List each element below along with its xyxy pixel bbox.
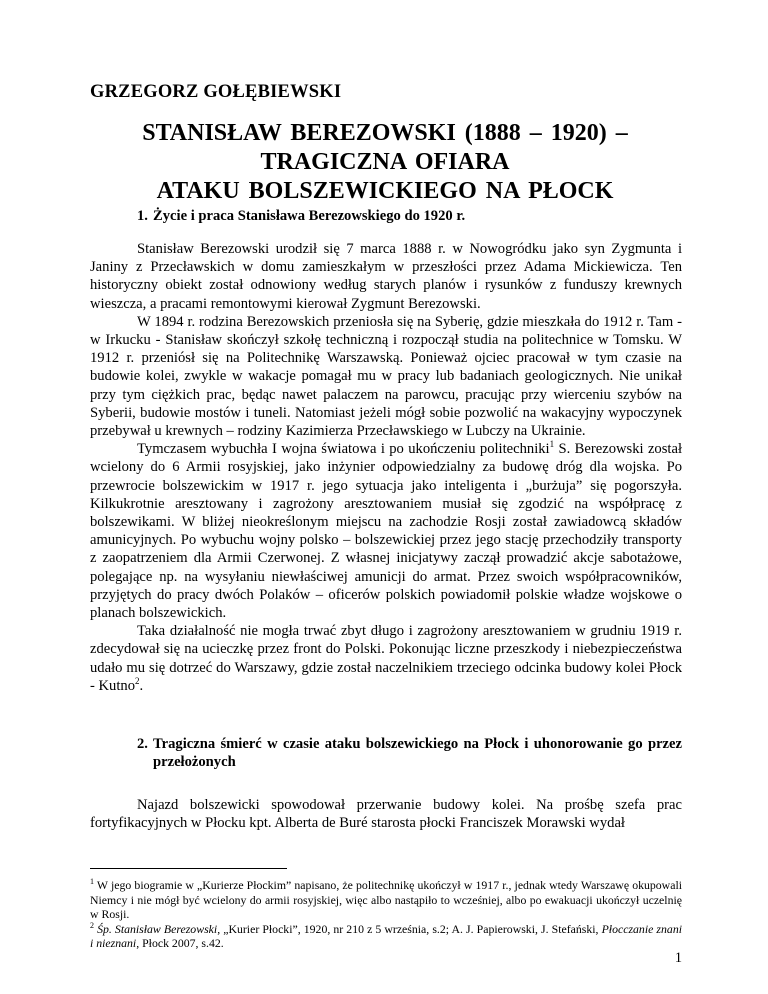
paragraph [90,440,682,622]
title-line: TRAGICZNA OFIARA [260,149,510,175]
title-line: ATAKU BOLSZEWICKIEGO NA PŁOCK [156,178,614,204]
footnote-marker: 1 [90,877,94,887]
footnote-text: , „Kurier Płocki”, 1920, nr 210 z 5 września, s.2; A. J. Papierowski, J. Stefański, [217,921,602,936]
section-title: Tragiczna śmierć w czasie ataku bolszewickiego na Płock i uhonorowanie go przez przełożonych [153,736,682,771]
footnote-2 [90,922,682,951]
footnote-italic: Płocczanie znani i nieznani [90,921,682,951]
section-title: Życie i praca Stanisława Berezowskiego do 1920 r. [153,208,466,224]
footnote-text: W jego biogramie w „Kurierze Płockim” napisano, że politechnikę ukończył w 1917 r., jednak wtedy Warszawę okupowali Niemcy i nie mógł być wcielony do armii rosyjskiej, więc albo nastąpiło to wcześniej, albo po ewakuacji ukończył uczelnię w Rosji. [90,878,682,922]
section-number: 2. [137,736,148,752]
paragraph [90,622,682,695]
footnote-italic: Śp. Stanisław Berezowski [94,921,218,936]
title-line: STANISŁAW BEREZOWSKI (1888 – 1920) – [142,120,628,146]
footnote-text: , Płock 2007, s.42. [136,936,224,951]
paragraph-text: S. Berezowski został wcielony do 6 Armii rosyjskiej, jako inżynier odpowiedzialny za budowę dróg dla wojska. Po przewrocie bolszewickim w 1917 r. jego sytuacja jako inteligenta i „burżuja” się pogorszyła. Kilkukrotnie aresztowany i zagrożony aresztowaniem musiał się zgodzić na współpracę z bolszewikami. W bliżej nieokreślonym miejscu na zachodzie Rosji został zawiadowcą składów amunicyjnych. Po wybuchu wojny polsko – bolszewickiej przez jego stację przechodziły transporty z zaopatrzeniem dla Armii Czerwonej. Z własnej inicjatywy zaczął prowadzić akcje sabotażowe, polegające np. na wysyłaniu niewłaściwej amunicji do armat. Przez swoich współpracowników, przyjętych do pracy dwóch Polaków – oficerów polskich powiadomił polskie władze wojskowe o planach bolszewickich. [90,441,682,622]
author-name: GRZEGORZ GOŁĘBIEWSKI [90,82,342,102]
footnote-marker: 2 [90,920,94,930]
section-number: 1. [137,208,148,224]
paragraph-text: . [139,677,144,694]
paragraph: W 1894 r. rodzina Berezowskich przeniosła się na Syberię, gdzie mieszkała do 1912 r. Tam - w Irkucku - Stanisław skończył szkołę techniczną i rozpoczął studia na politechnice w Tomsku. W 1912 r. przeniósł się na Politechnikę Warszawską. Ponieważ ojciec pracował w tym czasie na budowie kolei, zwykle w wakacje pomagał mu w pracy lub badaniach geologicznych. Nie unikał przy tym ciężkich prac, będąc nawet palaczem na parowcu, pracując przy wierceniu szybów na Syberii, budowie mostów i tuneli. Natomiast jeżeli mógł sobie pozwolić na wakacyjny wypoczynek przebywał u krewnych – rodziny Kazimierza Przecławskiego w Lubczy na Ukrainie. [90,313,682,440]
page-number: 1 [674,950,682,966]
paragraph: Stanisław Berezowski urodził się 7 marca 1888 r. w Nowogródku jako syn Zygmunta i Janiny z Przecławskich w domu zamieszkałym w przeszłości przez Adama Mickiewicza. Ten historyczny obiekt został odnowiony według starych planów i rysunków z funduszy krewnych wieszcza, a pracami remontowymi kierował Zygmunt Berezowski. [90,241,682,312]
paragraph: Najazd bolszewicki spowodował przerwanie budowy kolei. Na prośbę szefa prac fortyfikacyjnych w Płocku kpt. Alberta de Buré starosta płocki Franciszek Morawski wydał [90,797,682,832]
article-title [90,119,680,206]
paragraph-text: Taka działalność nie mogła trwać zbyt długo i zagrożony aresztowaniem w grudniu 1919 r. zdecydował się na ucieczkę przez front do Polski. Pokonując liczne przeszkody i niebezpieczeństwa udało mu się dotrzeć do Warszawy, gdzie został naczelnikiem trzeciego odcinka budowy kolei Płock - Kutno [90,623,682,694]
footnote-1 [90,878,682,922]
footnotes [90,878,682,951]
footnote-ref-1: 1 [549,439,555,450]
section-1-body [90,240,682,695]
footnote-ref-2: 2 [135,676,140,687]
paragraph-text: Tymczasem wybuchła I wojna światowa i po ukończeniu politechniki [137,441,550,458]
footnote-separator [90,868,287,869]
section-2-heading [137,735,682,773]
section-2-body [90,796,682,832]
